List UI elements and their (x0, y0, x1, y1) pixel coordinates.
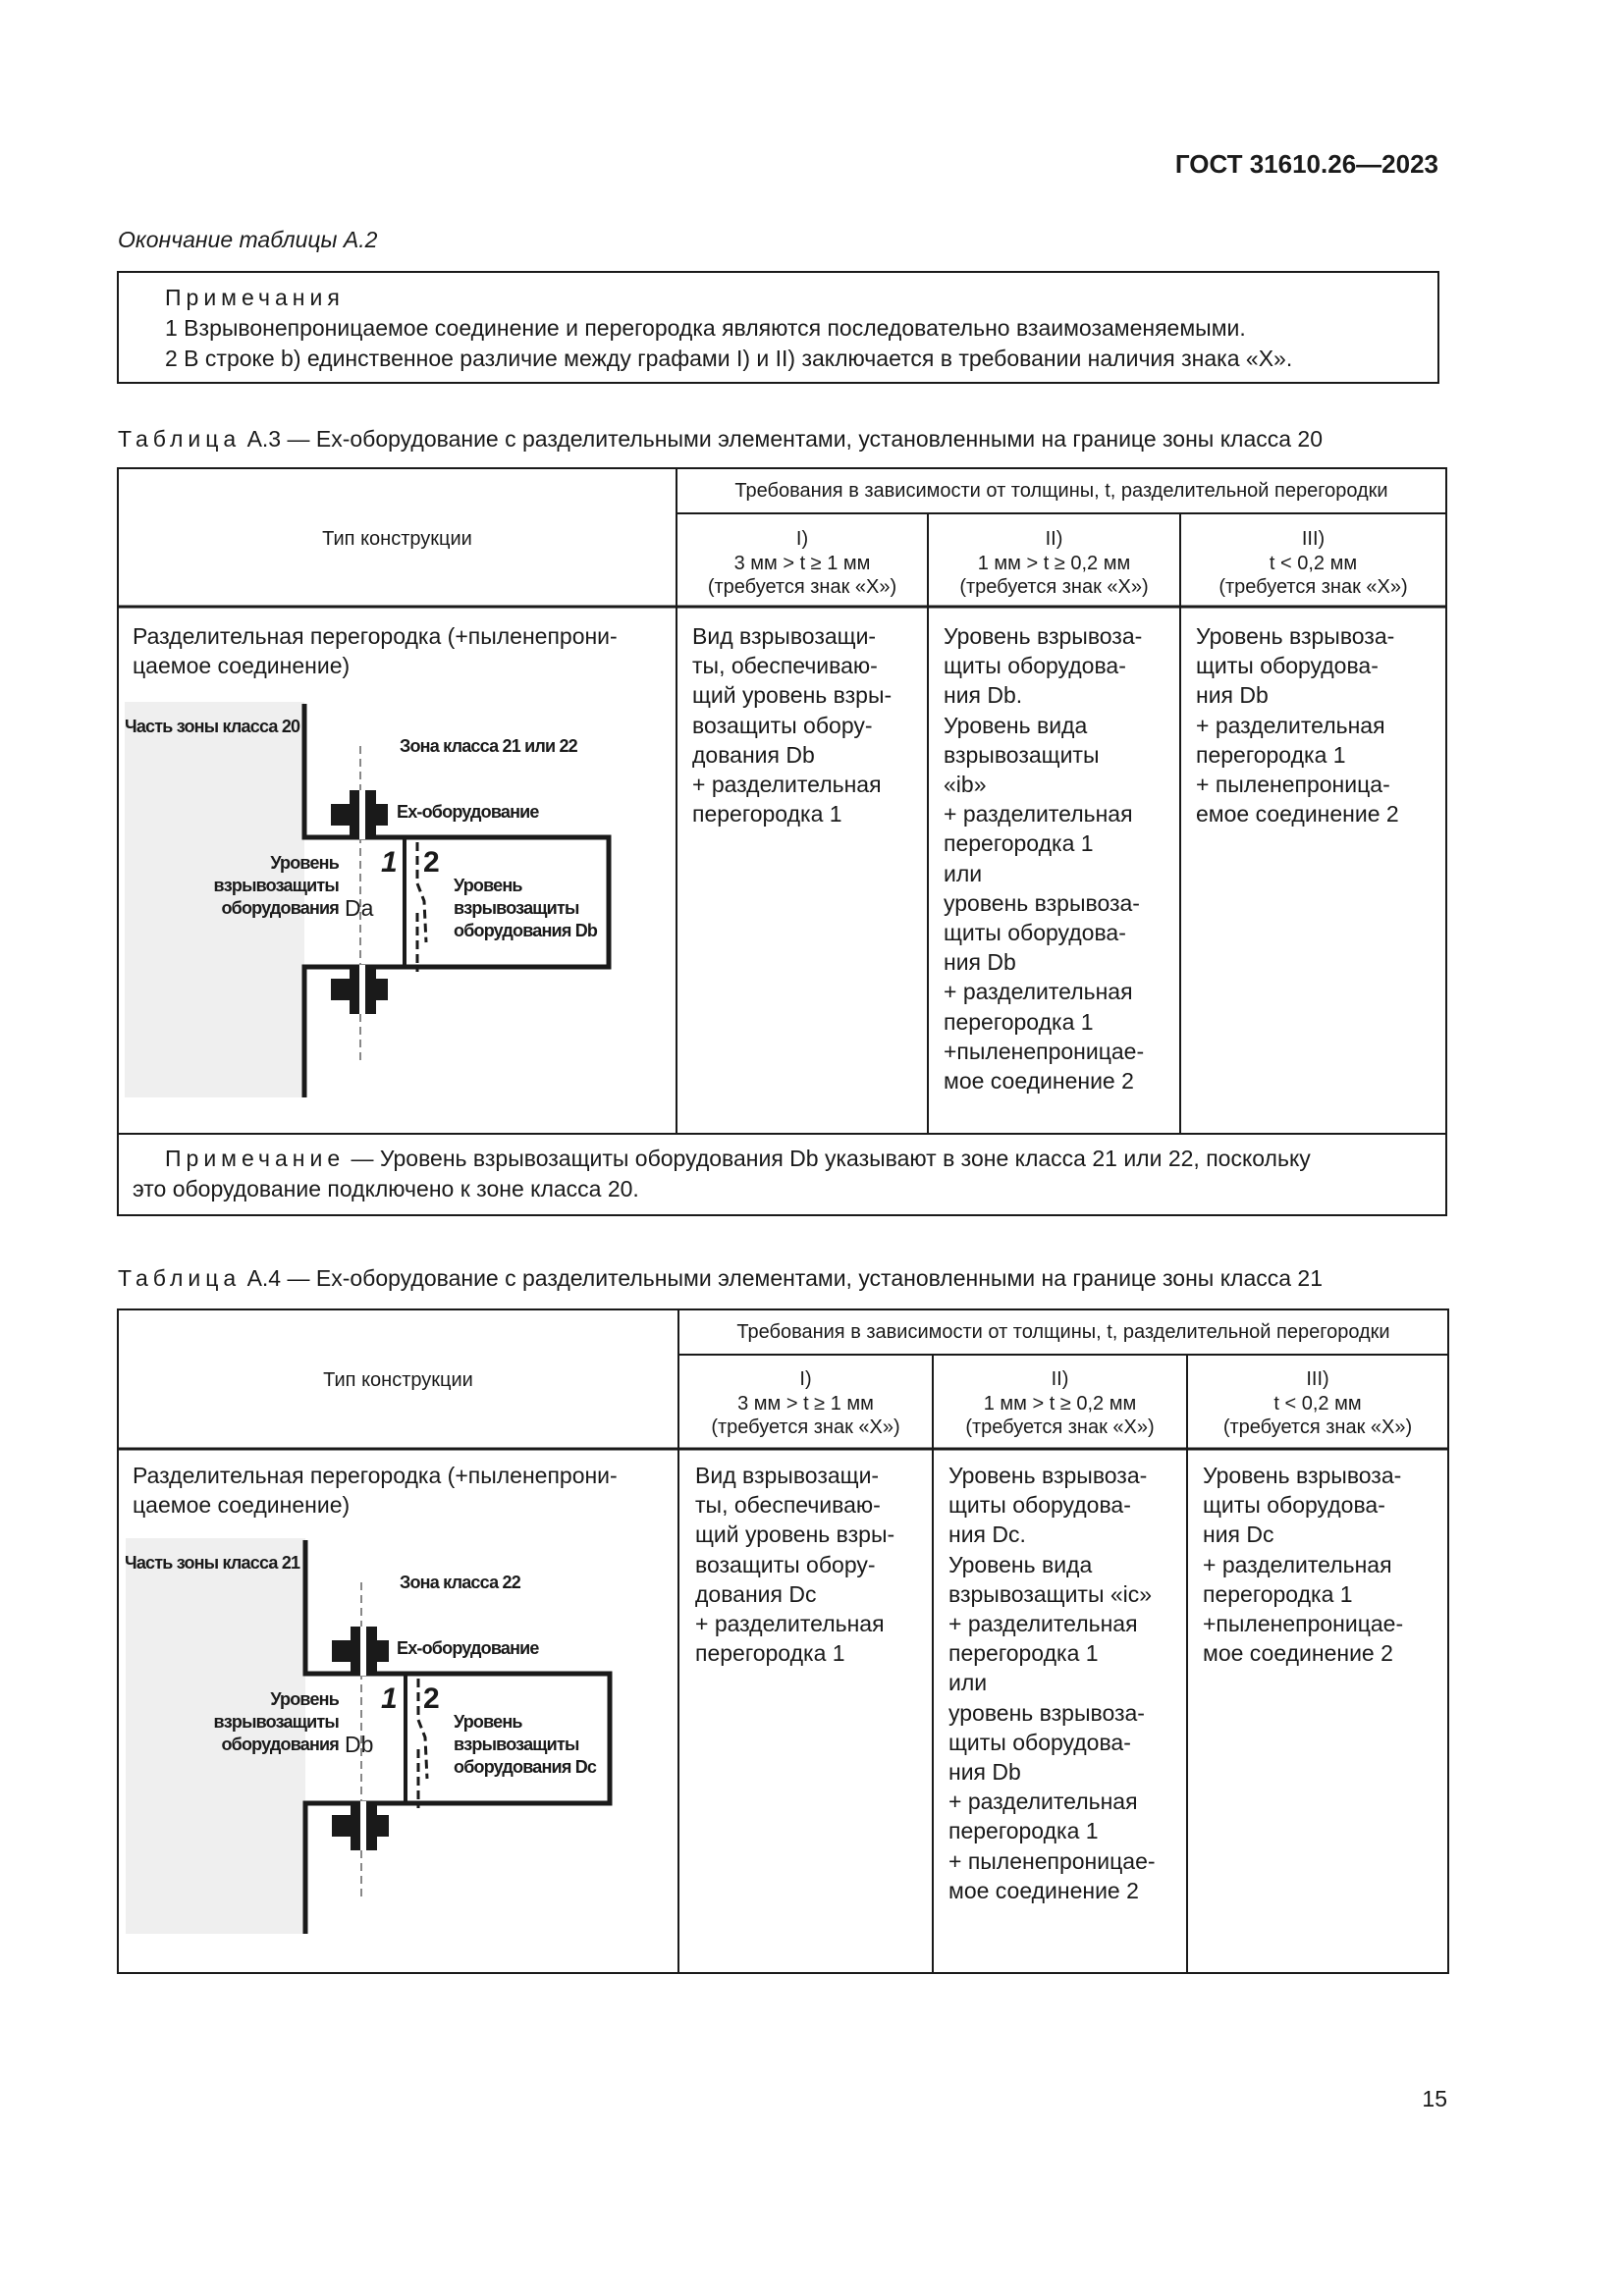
text-line: Вид взрывозащи- (692, 623, 877, 649)
text-line: Уровень взрывоза- (1196, 623, 1395, 649)
text-line: 3 мм > t ≥ 1 мм (733, 552, 871, 574)
text-line: щиты оборудова- (1196, 653, 1379, 679)
partition-marker-1: 1 (381, 1682, 398, 1715)
text-line: Вид взрывозащи- (695, 1463, 880, 1488)
text-line: перегородка 1 (695, 1640, 845, 1667)
text-line: ния Dc (1203, 1522, 1274, 1548)
joint-marker-2: 2 (423, 846, 440, 879)
cell-col2 (944, 621, 1144, 1095)
flange-gap (360, 1627, 366, 1676)
text-line: или (944, 860, 983, 886)
text-line: ния Db. (944, 682, 1023, 709)
text-line: Уровень взрывоза- (948, 1463, 1148, 1488)
col-header-group: Требования в зависимости от толщины, t, разделительной перегородки (734, 480, 1388, 502)
left-zone-label: Часть зоны класса 21 (125, 1553, 300, 1573)
partition-marker-1: 1 (381, 846, 398, 879)
text-line: цаемое соединение) (133, 653, 351, 679)
right-level-line2: взрывозащиты (454, 898, 579, 918)
text-line: ния Db (944, 949, 1016, 976)
text-line: + разделительная (948, 1611, 1138, 1637)
left-level-code: Da (345, 895, 374, 921)
right-level-line1: Уровень (454, 1712, 522, 1732)
caption-text: А.4 — Ex-оборудование с разделительными элементами, установленными на границе зоны класса 21 (246, 1265, 1324, 1291)
flange-gap (359, 965, 365, 1014)
text-line: перегородка 1 (692, 801, 842, 828)
col-header-group: Требования в зависимости от толщины, t, разделительной перегородки (736, 1321, 1390, 1343)
text-line: Уровень вида (944, 712, 1088, 738)
text-line: + разделительная (944, 979, 1133, 1005)
note-2: 2 В строке b) единственное различие между графами I) и II) заключается в требовании наличия знака «X». (165, 346, 1293, 371)
flange-gap (359, 790, 365, 839)
table-a3-note-line1 (165, 1146, 1311, 1172)
text-line: ты, обеспечиваю- (695, 1492, 881, 1519)
text-line: щиты оборудова- (1203, 1492, 1385, 1519)
text-line: уровень взрывоза- (944, 889, 1140, 916)
flange-bolt-icon (332, 1801, 389, 1850)
text-line: Уровень взрывоза- (944, 623, 1143, 649)
text-line: щиты оборудова- (944, 653, 1126, 679)
right-level-line1: Уровень (454, 876, 522, 895)
text-line: перегородка 1 (1196, 741, 1346, 768)
left-zone-label: Часть зоны класса 20 (125, 717, 300, 736)
text-line: (требуется знак «X») (1218, 576, 1408, 598)
text-line: мое соединение 2 (948, 1877, 1139, 1903)
text-line: возащиты обору- (695, 1551, 876, 1577)
text-line: II) (1051, 1368, 1069, 1390)
text-line: (требуется знак «X») (959, 576, 1149, 598)
joint-marker-2: 2 (423, 1682, 440, 1715)
table-a3-note-line2: это оборудование подключено к зоне класса 20. (133, 1176, 639, 1201)
text-line: + пыленепроницае- (948, 1847, 1156, 1874)
note-1: 1 Взрывонепроницаемое соединение и перегородка являются последовательно взаимозаменяемыми. (165, 315, 1246, 341)
text-line: II) (1045, 528, 1063, 550)
text-line: дования Dc (695, 1580, 817, 1607)
text-line: ния Dc. (948, 1522, 1026, 1548)
page-number: 15 (1422, 2086, 1447, 2111)
text-line: (требуется знак «X») (707, 576, 897, 598)
text-line: перегородка 1 (1203, 1580, 1353, 1607)
text-line: или (948, 1670, 988, 1696)
text-line: перегородка 1 (948, 1640, 1099, 1667)
notes-title: Примечания (165, 285, 345, 310)
text-line: I) (795, 528, 809, 550)
text-line: t < 0,2 мм (1269, 552, 1358, 574)
left-level-line3: оборудования (221, 898, 339, 918)
col-header-3 (1187, 1367, 1448, 1440)
text-line: Уровень вида (948, 1551, 1093, 1577)
text-line: + разделительная (1203, 1551, 1392, 1577)
text-line: взрывозащиты (944, 741, 1100, 768)
text-line: мое соединение 2 (1203, 1640, 1393, 1667)
cell-col3 (1203, 1461, 1403, 1668)
text-line: (требуется знак «X») (711, 1416, 900, 1438)
row-type-label (133, 1461, 618, 1520)
continuation-caption: Окончание таблицы А.2 (118, 227, 378, 252)
text-line: III) (1301, 528, 1326, 550)
text-line: 1 мм > t ≥ 0,2 мм (983, 1392, 1137, 1415)
flange-bolt-icon (331, 965, 388, 1014)
text-line: перегородка 1 (944, 830, 1094, 857)
text-line: ния Db (948, 1759, 1021, 1786)
right-zone-label: Зона класса 22 (400, 1573, 520, 1592)
left-level-line1: Уровень (270, 853, 339, 873)
caption-label: Таблица (118, 426, 242, 452)
flange-gap (360, 1801, 366, 1850)
text-line: цаемое соединение) (133, 1492, 351, 1519)
left-level-code: Db (345, 1732, 374, 1757)
cell-col1 (692, 621, 892, 828)
text-line: + пыленепроница- (1196, 772, 1390, 798)
text-line: (требуется знак «X») (1222, 1416, 1413, 1438)
col-header-2 (933, 1367, 1187, 1440)
caption-text: А.3 — Ex-оборудование с разделительными элементами, установленными на границе зоны класса 20 (246, 426, 1324, 452)
left-level-line1: Уровень (270, 1689, 339, 1709)
caption-label: Таблица (118, 1265, 242, 1291)
text-line: Уровень взрывоза- (1203, 1463, 1402, 1488)
right-level-line3: оборудования Dc (454, 1757, 597, 1777)
col-header-3 (1180, 527, 1446, 600)
text-line: взрывозащиты «ic» (948, 1580, 1153, 1607)
text-line: мое соединение 2 (944, 1068, 1134, 1095)
col-header-1 (678, 1367, 933, 1440)
col-header-2 (928, 527, 1180, 600)
flange-bolt-icon (331, 790, 388, 839)
text-line: щиты оборудова- (944, 920, 1126, 946)
text-line: I) (799, 1368, 812, 1390)
text-line: III) (1306, 1368, 1329, 1390)
text-line: емое соединение 2 (1196, 801, 1399, 828)
equipment-label: Ex-оборудование (397, 802, 539, 822)
text-line: (требуется знак «X») (965, 1416, 1155, 1438)
col-header-type: Тип конструкции (323, 1369, 473, 1391)
col-header-type: Тип конструкции (322, 528, 472, 550)
text-line: + разделительная (1196, 712, 1385, 738)
text-line: ты, обеспечиваю- (692, 653, 878, 679)
text-line: «ib» (944, 772, 987, 798)
equipment-label: Ex-оборудование (397, 1638, 539, 1658)
text-line: + разделительная (695, 1611, 885, 1637)
text-line: щиты оборудова- (948, 1729, 1131, 1755)
table-a4-caption (118, 1265, 1323, 1292)
note-text: — Уровень взрывозащиты оборудования Db указывают в зоне класса 21 или 22, поскольку (351, 1146, 1311, 1171)
text-line: уровень взрывоза- (948, 1699, 1145, 1726)
left-level-line3: оборудования (221, 1735, 339, 1754)
left-level-line2: взрывозащиты (213, 876, 339, 895)
text-line: щий уровень взры- (695, 1522, 895, 1548)
standard-number: ГОСТ 31610.26—2023 (1174, 149, 1438, 179)
right-zone-label: Зона класса 21 или 22 (400, 736, 577, 756)
text-line: 1 мм > t ≥ 0,2 мм (977, 552, 1131, 574)
text-line: t < 0,2 мм (1273, 1392, 1362, 1415)
row-type-label (133, 621, 618, 680)
flange-bolt-icon (332, 1627, 389, 1676)
text-line: + разделительная (944, 801, 1133, 828)
text-line: ния Db (1196, 682, 1269, 709)
col-header-1 (677, 527, 928, 600)
left-level-line2: взрывозащиты (213, 1712, 339, 1732)
text-line: +пыленепроницае- (1203, 1611, 1404, 1637)
text-line: перегородка 1 (944, 1008, 1094, 1035)
cell-col3 (1196, 621, 1399, 828)
text-line: + разделительная (692, 772, 882, 798)
table-a3-caption (118, 426, 1323, 453)
cell-col1 (695, 1461, 894, 1668)
text-line: Разделительная перегородка (+пыленепрони- (133, 623, 618, 649)
text-line: +пыленепроницае- (944, 1038, 1145, 1064)
right-level-line3: оборудования Db (454, 921, 598, 940)
right-level-line2: взрывозащиты (454, 1735, 579, 1754)
text-line: Разделительная перегородка (+пыленепрони- (133, 1463, 618, 1488)
text-line: щиты оборудова- (948, 1492, 1131, 1519)
text-line: щий уровень взры- (692, 682, 893, 709)
cell-col2 (948, 1461, 1156, 1905)
note-label: Примечание (165, 1146, 346, 1171)
text-line: перегородка 1 (948, 1818, 1099, 1844)
text-line: + разделительная (948, 1789, 1138, 1815)
text-line: возащиты обору- (692, 712, 873, 738)
text-line: 3 мм > t ≥ 1 мм (737, 1392, 874, 1415)
text-line: дования Db (692, 741, 815, 768)
